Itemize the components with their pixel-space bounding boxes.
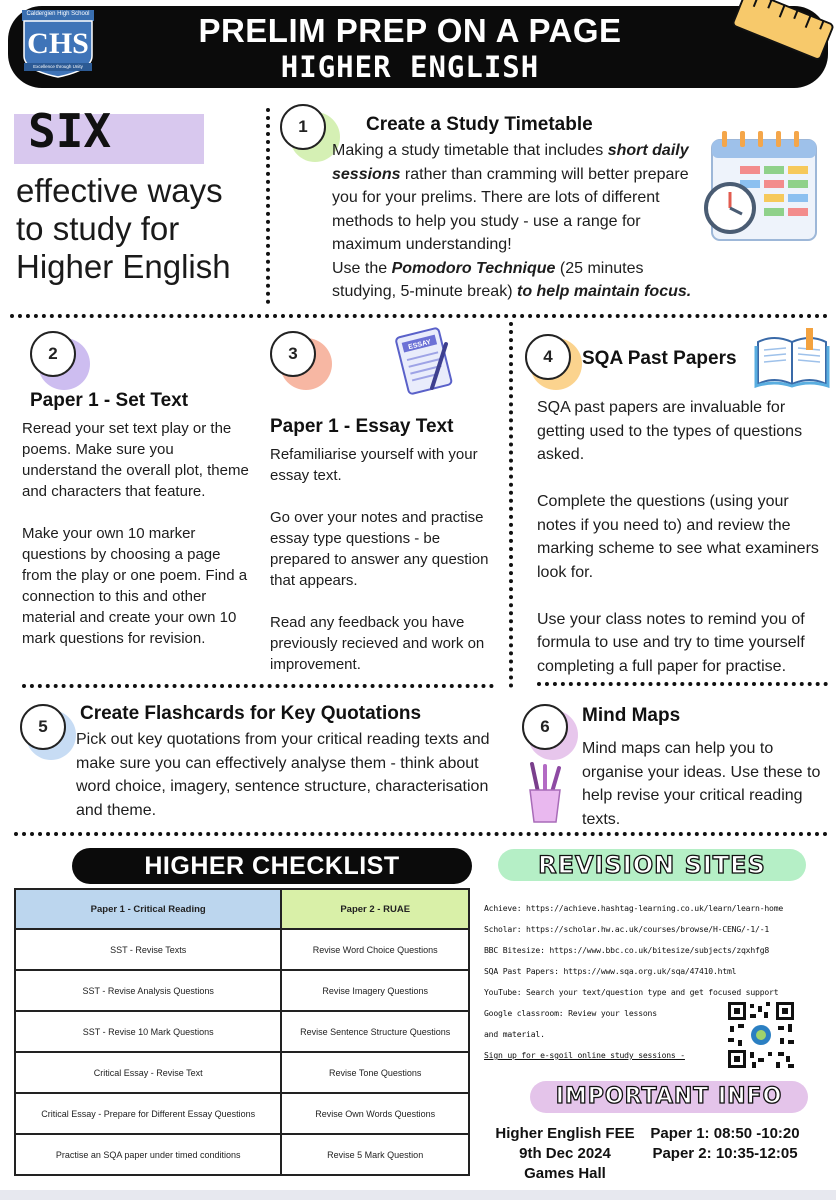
- column-header: Paper 1 - Critical Reading: [15, 889, 281, 929]
- column-header: Paper 2 - RUAE: [281, 889, 469, 929]
- section-2-text: [22, 418, 250, 649]
- revision-sites-title: REVISION SITES: [498, 849, 806, 881]
- school-motto: Excellence through Unity: [33, 64, 83, 69]
- revision-link[interactable]: SQA Past Papers: https://www.sqa.org.uk/sqa/47410.html: [484, 966, 737, 976]
- exam-details: [490, 1124, 640, 1184]
- svg-text:ESSAY: ESSAY: [407, 338, 432, 352]
- revision-link[interactable]: Scholar: https://scholar.hw.ac.uk/courses/browse/H-CENG/-1/-1: [484, 924, 770, 934]
- number-badge-5: 5: [20, 704, 66, 750]
- section-5-heading: Create Flashcards for Key Quotations: [80, 703, 422, 724]
- info-line: 9th Dec 2024: [519, 1145, 611, 1162]
- svg-text:CHS: CHS: [27, 27, 89, 60]
- six-heading: SIX: [28, 104, 112, 158]
- info-line: Higher English FEE: [495, 1125, 635, 1142]
- section-1-text: Making a study timetable that includes short daily sessions rather than cramming will better prepare you for your prelims. There are lots of different methods to help you study - use a range for maximum understanding! Use the Pomodoro Technique (25 minutes studying, 5-minute break) to help maintain focus.: [332, 142, 692, 300]
- paragraph: Refamiliarise yourself with your essay text.: [270, 446, 478, 484]
- section-1-heading: Create a Study Timetable: [366, 114, 593, 135]
- footer-strip: [0, 1190, 836, 1200]
- divider-horizontal: [10, 314, 828, 318]
- section-4-heading: SQA Past Papers: [582, 348, 737, 369]
- signup-link[interactable]: Sign up for e-sgoil online study sessions -: [484, 1050, 685, 1060]
- intro-text: [16, 172, 266, 286]
- section-5-text: Pick out key quotations from your critical reading texts and make sure you can effectively analyse them - think about word choice, imagery, sentence structure, characterisation and theme.: [76, 731, 490, 819]
- table-cell: SST - Revise Texts: [15, 929, 281, 970]
- checklist-title: HIGHER CHECKLIST: [72, 848, 472, 884]
- table-header-row: [15, 889, 469, 929]
- paragraph: Go over your notes and practise essay type questions - be prepared to answer any question that appears.: [270, 509, 489, 589]
- divider-vertical: [509, 322, 513, 688]
- table-cell: Revise Word Choice Questions: [281, 929, 469, 970]
- revision-link: and material.: [484, 1029, 545, 1039]
- section-3-text: [270, 444, 498, 675]
- number-badge-2: 2: [30, 331, 76, 377]
- revision-link: YouTube: Search your text/question type and get focused support: [484, 987, 779, 997]
- info-line: Games Hall: [524, 1165, 606, 1182]
- section-2-heading: Paper 1 - Set Text: [30, 390, 189, 411]
- intro-line: effective ways: [16, 172, 223, 209]
- section-6-heading: Mind Maps: [582, 705, 681, 726]
- revision-link: Google classroom: Review your lessons: [484, 1008, 657, 1018]
- table-cell: Revise Sentence Structure Questions: [281, 1011, 469, 1052]
- paragraph: Use your class notes to remind you of formula to use and try to time yourself completing a full paper for practise.: [537, 610, 805, 675]
- important-info-title: IMPORTANT INFO: [530, 1081, 808, 1113]
- paragraph: Reread your set text play or the poems. Make sure you understand the overall plot, theme and characters that feature.: [22, 420, 249, 500]
- table-row: [15, 1052, 469, 1093]
- paragraph: Make your own 10 marker questions by choosing a page from the play or one poem. Find a connection to this and other material and create your own 10 mark questions for revision.: [22, 525, 248, 647]
- number-badge-6: 6: [522, 704, 568, 750]
- number-badge-1: 1: [280, 104, 326, 150]
- divider-horizontal: [22, 684, 494, 688]
- page-subtitle: HIGHER ENGLISH: [280, 50, 540, 84]
- table-cell: SST - Revise 10 Mark Questions: [15, 1011, 281, 1052]
- section-6-text: Mind maps can help you to organise your ideas. Use these to help revise your critical reading texts.: [582, 740, 821, 828]
- page-title: PRELIM PREP ON A PAGE: [198, 12, 622, 49]
- table-row: [15, 1011, 469, 1052]
- table-row: [15, 1134, 469, 1175]
- section-3-heading: Paper 1 - Essay Text: [270, 416, 454, 437]
- table-row: [15, 1093, 469, 1134]
- table-row: [15, 970, 469, 1011]
- calendar-clock-icon: [700, 126, 820, 246]
- table-cell: Critical Essay - Revise Text: [15, 1052, 281, 1093]
- revision-link[interactable]: Achieve: https://achieve.hashtag-learning.co.uk/learn/learn-home: [484, 903, 784, 913]
- open-book-icon: [754, 326, 830, 388]
- table-cell: Revise 5 Mark Question: [281, 1134, 469, 1175]
- school-name: Caldergien High School: [26, 11, 90, 17]
- table-cell: Revise Imagery Questions: [281, 970, 469, 1011]
- divider-vertical: [266, 108, 270, 304]
- paragraph: SQA past papers are invaluable for getting used to the types of questions asked.: [537, 399, 803, 463]
- table-cell: Revise Tone Questions: [281, 1052, 469, 1093]
- pencil-cup-icon: [526, 762, 564, 824]
- revision-link[interactable]: BBC Bitesize: https://www.bbc.co.uk/bitesize/subjects/zqxhfg8: [484, 945, 770, 955]
- qr-code-icon[interactable]: [726, 1000, 796, 1070]
- table-cell: Critical Essay - Prepare for Different Essay Questions: [15, 1093, 281, 1134]
- divider-horizontal: [14, 832, 828, 836]
- section-4-text: [537, 396, 827, 678]
- table-cell: Revise Own Words Questions: [281, 1093, 469, 1134]
- intro-line: Higher English: [16, 248, 231, 285]
- table-row: [15, 929, 469, 970]
- checklist-table: [14, 888, 470, 1176]
- number-badge-4: 4: [525, 334, 571, 380]
- paragraph: Read any feedback you have previously recieved and work on improvement.: [270, 614, 485, 673]
- essay-document-icon: [388, 326, 460, 398]
- table-cell: Practise an SQA paper under timed conditions: [15, 1134, 281, 1175]
- info-line: Paper 1: 08:50 -10:20: [650, 1125, 800, 1142]
- info-line: Paper 2: 10:35-12:05: [652, 1145, 798, 1162]
- paragraph: Complete the questions (using your notes if you need to) and review the marking scheme to see what examiners look for.: [537, 493, 819, 581]
- table-cell: SST - Revise Analysis Questions: [15, 970, 281, 1011]
- exam-times: [642, 1124, 808, 1164]
- number-badge-3: 3: [270, 331, 316, 377]
- divider-horizontal: [537, 682, 828, 686]
- intro-line: to study for: [16, 210, 180, 247]
